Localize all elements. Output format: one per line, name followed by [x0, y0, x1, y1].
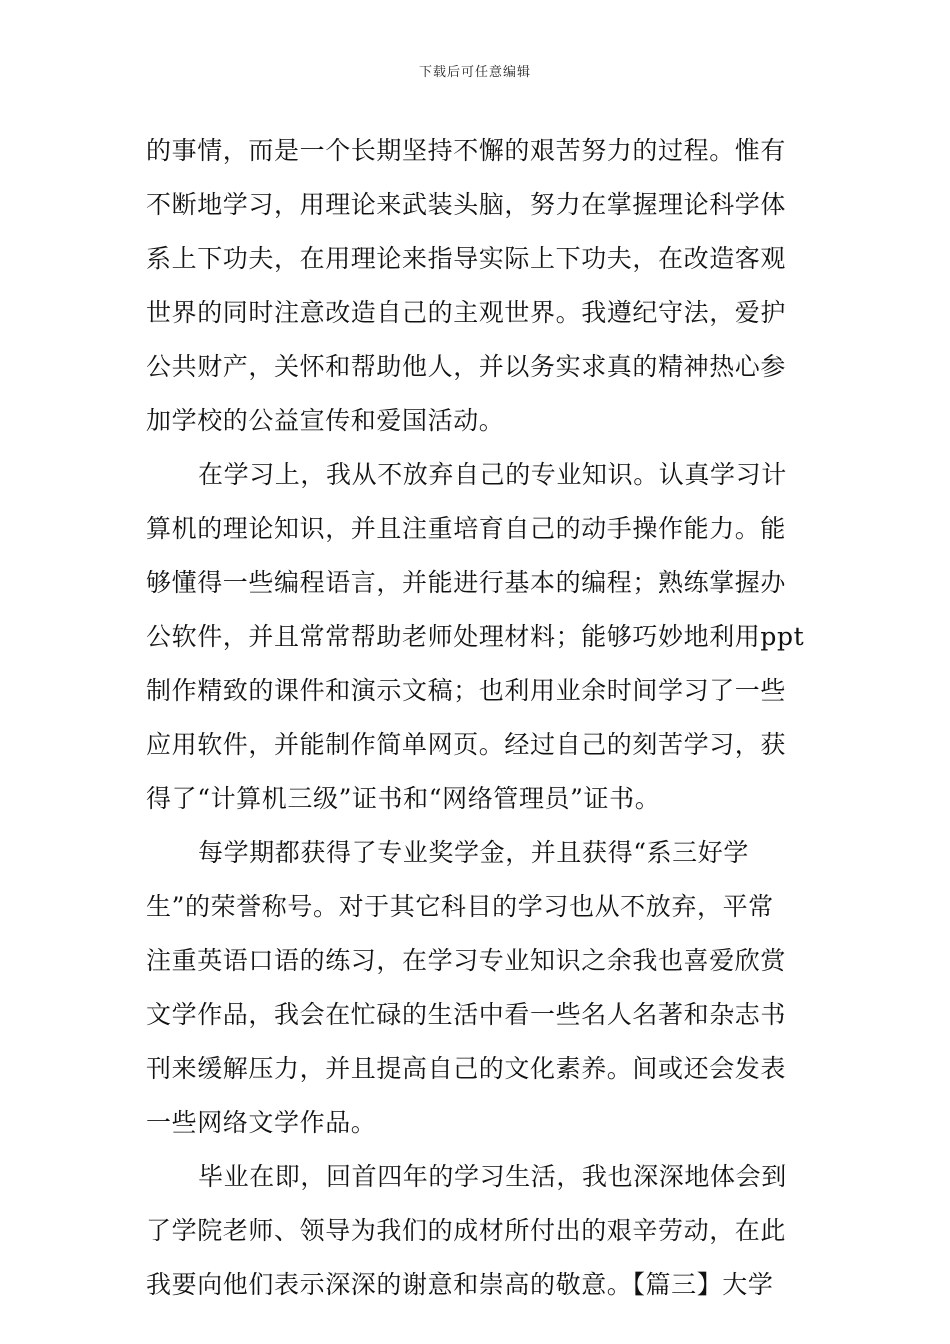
paragraph-first-line: 在学习上，我从不放弃自己的专业知识。认真学习计: [198, 460, 787, 489]
text-line: 刊来缓解压力，并且提高自己的文化素养。间或还会发表: [146, 1054, 787, 1083]
text-line: 加学校的公益宣传和爱国活动。: [146, 406, 505, 435]
text-line: 的事情，而是一个长期坚持不懈的艰苦努力的过程。惟有: [146, 136, 787, 165]
text-line: 系上下功夫，在用理论来指导实际上下功夫，在改造客观: [146, 244, 787, 273]
text-line: 得了“计算机三级”证书和“网络管理员”证书。: [146, 784, 661, 813]
text-line: 公共财产，关怀和帮助他人，并以务实求真的精神热心参: [146, 352, 787, 381]
document-body: [146, 124, 806, 1312]
text-line: 不断地学习，用理论来武装头脑，努力在掌握理论科学体: [146, 190, 787, 219]
text-line: 制作精致的课件和演示文稿；也利用业余时间学习了一些: [146, 676, 787, 705]
text-line: 公软件，并且常常帮助老师处理材料；能够巧妙地利用ppt: [146, 622, 805, 651]
text-line: 应用软件，并能制作简单网页。经过自己的刻苦学习，获: [146, 730, 787, 759]
text-line: 生”的荣誉称号。对于其它科目的学习也从不放弃，平常: [146, 892, 774, 921]
text-line: 文学作品，我会在忙碌的生活中看一些名人名著和杂志书: [146, 1000, 787, 1029]
text-line: 了学院老师、领导为我们的成材所付出的艰辛劳动，在此: [146, 1216, 787, 1245]
page-header: 下载后可任意编辑: [418, 65, 531, 80]
text-line: 世界的同时注意改造自己的主观世界。我遵纪守法，爱护: [146, 298, 787, 327]
paragraph-first-line: 每学期都获得了专业奖学金，并且获得“系三好学: [198, 838, 749, 867]
text-line: 注重英语口语的练习，在学习专业知识之余我也喜爱欣赏: [146, 946, 787, 975]
text-line: 一些网络文学作品。: [146, 1108, 377, 1137]
text-line: 够懂得一些编程语言，并能进行基本的编程；熟练掌握办: [146, 568, 787, 597]
paragraph-first-line: 毕业在即，回首四年的学习生活，我也深深地体会到: [198, 1162, 787, 1191]
text-line: 我要向他们表示深深的谢意和崇高的敬意。【篇三】大学: [146, 1270, 774, 1299]
text-line: 算机的理论知识，并且注重培育自己的动手操作能力。能: [146, 514, 787, 543]
